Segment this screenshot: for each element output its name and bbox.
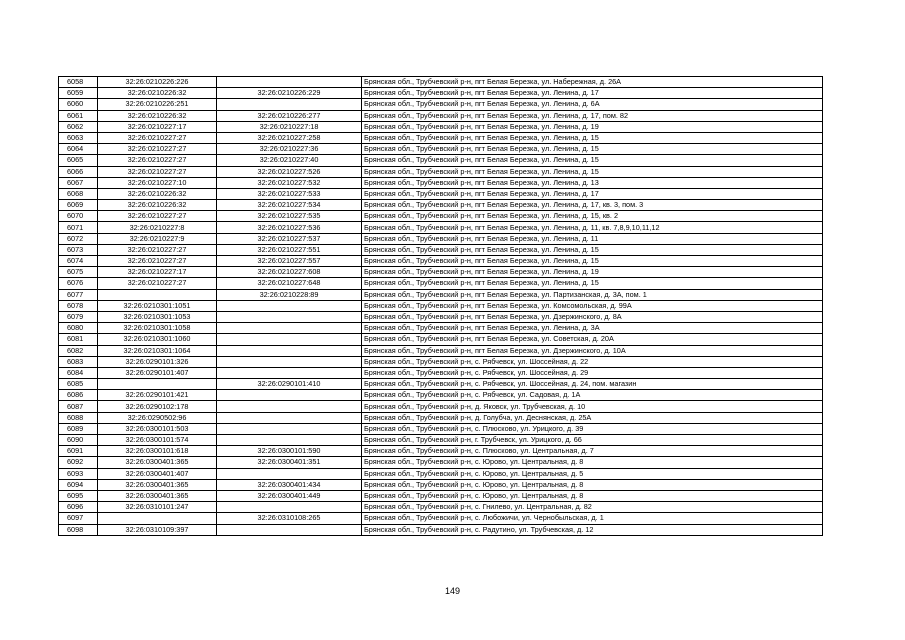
table-row (59, 513, 823, 524)
row-number-cell: 6093 (59, 468, 98, 479)
linked-cadastral-number-cell (217, 99, 362, 110)
row-number-cell: 6074 (59, 256, 98, 267)
row-number-cell: 6064 (59, 144, 98, 155)
row-number-cell: 6087 (59, 401, 98, 412)
address-cell: Брянская обл., Трубчевский р-н, с. Юрово, ул. Центральная, д. 8 (362, 490, 823, 501)
address-cell: Брянская обл., Трубчевский р-н, пгт Белая Березка, ул. Ленина, д. 19 (362, 267, 823, 278)
address-cell: Брянская обл., Трубчевский р-н, пгт Белая Березка, ул. Ленина, д. 15, кв. 2 (362, 211, 823, 222)
page-number: 149 (444, 586, 461, 596)
cadastral-number-cell: 32:26:0210227:9 (98, 233, 217, 244)
address-cell: Брянская обл., Трубчевский р-н, пгт Белая Березка, ул. Советская, д. 20А (362, 334, 823, 345)
cadastral-number-cell: 32:26:0310109:397 (98, 524, 217, 535)
linked-cadastral-number-cell (217, 311, 362, 322)
linked-cadastral-number-cell: 32:26:0290101:410 (217, 379, 362, 390)
linked-cadastral-number-cell (217, 334, 362, 345)
table-row (59, 468, 823, 479)
address-cell: Брянская обл., Трубчевский р-н, с. Радутино, ул. Трубчевская, д. 12 (362, 524, 823, 535)
cadastral-number-cell: 32:26:0300401:407 (98, 468, 217, 479)
table-row (59, 423, 823, 434)
row-number-cell: 6075 (59, 267, 98, 278)
table-row (59, 188, 823, 199)
cadastral-number-cell (98, 513, 217, 524)
address-cell: Брянская обл., Трубчевский р-н, пгт Белая Березка, ул. Ленина, д. 3А (362, 323, 823, 334)
table-row (59, 345, 823, 356)
table-row (59, 323, 823, 334)
row-number-cell: 6078 (59, 300, 98, 311)
table-row (59, 502, 823, 513)
address-cell: Брянская обл., Трубчевский р-н, пгт Белая Березка, ул. Ленина, д. 17, кв. 3, пом. 3 (362, 200, 823, 211)
linked-cadastral-number-cell (217, 423, 362, 434)
row-number-cell: 6070 (59, 211, 98, 222)
row-number-cell: 6097 (59, 513, 98, 524)
cadastral-number-cell: 32:26:0210227:17 (98, 267, 217, 278)
address-cell: Брянская обл., Трубчевский р-н, пгт Белая Березка, ул. Набережная, д. 26А (362, 77, 823, 88)
table-row (59, 278, 823, 289)
cadastral-number-cell: 32:26:0210301:1053 (98, 311, 217, 322)
table-row (59, 256, 823, 267)
linked-cadastral-number-cell: 32:26:0210227:608 (217, 267, 362, 278)
linked-cadastral-number-cell (217, 390, 362, 401)
table-row (59, 479, 823, 490)
linked-cadastral-number-cell: 32:26:0210227:537 (217, 233, 362, 244)
linked-cadastral-number-cell (217, 502, 362, 513)
address-cell: Брянская обл., Трубчевский р-н, с. Рябчевск, ул. Садовая, д. 1А (362, 390, 823, 401)
linked-cadastral-number-cell: 32:26:0210227:536 (217, 222, 362, 233)
table-row (59, 490, 823, 501)
row-number-cell: 6092 (59, 457, 98, 468)
row-number-cell: 6089 (59, 423, 98, 434)
table-row (59, 390, 823, 401)
cadastral-number-cell: 32:26:0290101:326 (98, 356, 217, 367)
table-row (59, 233, 823, 244)
address-cell: Брянская обл., Трубчевский р-н, пгт Белая Березка, ул. Партизанская, д. 3А, пом. 1 (362, 289, 823, 300)
table-row (59, 334, 823, 345)
table-row (59, 379, 823, 390)
cadastral-table-body (59, 77, 823, 536)
address-cell: Брянская обл., Трубчевский р-н, д. Голубча, ул. Деснянская, д. 25А (362, 412, 823, 423)
address-cell: Брянская обл., Трубчевский р-н, пгт Белая Березка, ул. Ленина, д. 11 (362, 233, 823, 244)
row-number-cell: 6091 (59, 446, 98, 457)
cadastral-number-cell: 32:26:0210227:27 (98, 166, 217, 177)
cadastral-number-cell: 32:26:0210227:27 (98, 211, 217, 222)
address-cell: Брянская обл., Трубчевский р-н, пгт Белая Березка, ул. Ленина, д. 15 (362, 144, 823, 155)
row-number-cell: 6062 (59, 121, 98, 132)
cadastral-number-cell: 32:26:0300401:365 (98, 457, 217, 468)
cadastral-number-cell: 32:26:0210227:27 (98, 144, 217, 155)
row-number-cell: 6061 (59, 110, 98, 121)
cadastral-number-cell: 32:26:0210226:32 (98, 88, 217, 99)
row-number-cell: 6094 (59, 479, 98, 490)
address-cell: Брянская обл., Трубчевский р-н, пгт Белая Березка, ул. Ленина, д. 19 (362, 121, 823, 132)
cadastral-number-cell: 32:26:0300101:618 (98, 446, 217, 457)
cadastral-number-cell: 32:26:0310101:247 (98, 502, 217, 513)
linked-cadastral-number-cell (217, 345, 362, 356)
linked-cadastral-number-cell: 32:26:0300101:590 (217, 446, 362, 457)
linked-cadastral-number-cell: 32:26:0210226:277 (217, 110, 362, 121)
address-cell: Брянская обл., Трубчевский р-н, пгт Белая Березка, ул. Ленина, д. 17, пом. 82 (362, 110, 823, 121)
cadastral-number-cell: 32:26:0210227:10 (98, 177, 217, 188)
address-cell: Брянская обл., Трубчевский р-н, с. Плюсково, ул. Центральная, д. 7 (362, 446, 823, 457)
address-cell: Брянская обл., Трубчевский р-н, г. Трубчевск, ул. Урицкого, д. 66 (362, 435, 823, 446)
address-cell: Брянская обл., Трубчевский р-н, пгт Белая Березка, ул. Ленина, д. 15 (362, 278, 823, 289)
address-cell: Брянская обл., Трубчевский р-н, пгт Белая Березка, ул. Ленина, д. 11, кв. 7,8,9,10,11,12 (362, 222, 823, 233)
table-row (59, 524, 823, 535)
linked-cadastral-number-cell (217, 401, 362, 412)
address-cell: Брянская обл., Трубчевский р-н, пгт Белая Березка, ул. Ленина, д. 15 (362, 155, 823, 166)
address-cell: Брянская обл., Трубчевский р-н, пгт Белая Березка, ул. Ленина, д. 15 (362, 166, 823, 177)
cadastral-number-cell: 32:26:0210226:32 (98, 200, 217, 211)
row-number-cell: 6088 (59, 412, 98, 423)
linked-cadastral-number-cell: 32:26:0210227:40 (217, 155, 362, 166)
cadastral-number-cell: 32:26:0210227:27 (98, 244, 217, 255)
table-row (59, 267, 823, 278)
row-number-cell: 6077 (59, 289, 98, 300)
linked-cadastral-number-cell (217, 468, 362, 479)
cadastral-number-cell: 32:26:0210301:1064 (98, 345, 217, 356)
linked-cadastral-number-cell: 32:26:0210227:551 (217, 244, 362, 255)
row-number-cell: 6082 (59, 345, 98, 356)
table-row (59, 99, 823, 110)
address-cell: Брянская обл., Трубчевский р-н, с. Любожичи, ул. Чернобыльская, д. 1 (362, 513, 823, 524)
cadastral-table (58, 76, 823, 536)
cadastral-number-cell: 32:26:0300101:503 (98, 423, 217, 434)
table-row (59, 177, 823, 188)
cadastral-number-cell (98, 379, 217, 390)
row-number-cell: 6066 (59, 166, 98, 177)
cadastral-number-cell: 32:26:0210227:27 (98, 132, 217, 143)
cadastral-number-cell: 32:26:0290101:407 (98, 367, 217, 378)
address-cell: Брянская обл., Трубчевский р-н, пгт Белая Березка, ул. Ленина, д. 15 (362, 256, 823, 267)
row-number-cell: 6079 (59, 311, 98, 322)
table-row (59, 435, 823, 446)
row-number-cell: 6090 (59, 435, 98, 446)
row-number-cell: 6084 (59, 367, 98, 378)
table-row (59, 446, 823, 457)
linked-cadastral-number-cell (217, 435, 362, 446)
cadastral-number-cell: 32:26:0210227:27 (98, 155, 217, 166)
cadastral-number-cell: 32:26:0290101:421 (98, 390, 217, 401)
row-number-cell: 6085 (59, 379, 98, 390)
linked-cadastral-number-cell: 32:26:0300401:434 (217, 479, 362, 490)
table-row (59, 110, 823, 121)
linked-cadastral-number-cell: 32:26:0210227:557 (217, 256, 362, 267)
cadastral-number-cell: 32:26:0210226:251 (98, 99, 217, 110)
row-number-cell: 6059 (59, 88, 98, 99)
table-row (59, 132, 823, 143)
cadastral-number-cell: 32:26:0300401:365 (98, 479, 217, 490)
row-number-cell: 6073 (59, 244, 98, 255)
table-row (59, 121, 823, 132)
table-row (59, 457, 823, 468)
address-cell: Брянская обл., Трубчевский р-н, пгт Белая Березка, ул. Комсомольская, д. 99А (362, 300, 823, 311)
table-row (59, 311, 823, 322)
address-cell: Брянская обл., Трубчевский р-н, с. Юрово, ул. Центральная, д. 5 (362, 468, 823, 479)
address-cell: Брянская обл., Трубчевский р-н, пгт Белая Березка, ул. Ленина, д. 6А (362, 99, 823, 110)
cadastral-number-cell: 32:26:0210226:32 (98, 110, 217, 121)
cadastral-number-cell: 32:26:0300401:365 (98, 490, 217, 501)
linked-cadastral-number-cell: 32:26:0210228:89 (217, 289, 362, 300)
row-number-cell: 6095 (59, 490, 98, 501)
address-cell: Брянская обл., Трубчевский р-н, пгт Белая Березка, ул. Ленина, д. 17 (362, 188, 823, 199)
row-number-cell: 6086 (59, 390, 98, 401)
linked-cadastral-number-cell: 32:26:0210227:36 (217, 144, 362, 155)
address-cell: Брянская обл., Трубчевский р-н, пгт Белая Березка, ул. Ленина, д. 15 (362, 244, 823, 255)
cadastral-number-cell: 32:26:0290502:96 (98, 412, 217, 423)
row-number-cell: 6083 (59, 356, 98, 367)
linked-cadastral-number-cell (217, 300, 362, 311)
table-row (59, 401, 823, 412)
address-cell: Брянская обл., Трубчевский р-н, пгт Белая Березка, ул. Дзержинского, д. 8А (362, 311, 823, 322)
address-cell: Брянская обл., Трубчевский р-н, с. Плюсково, ул. Урицкого, д. 39 (362, 423, 823, 434)
address-cell: Брянская обл., Трубчевский р-н, с. Юрово, ул. Центральная, д. 8 (362, 457, 823, 468)
table-row (59, 77, 823, 88)
linked-cadastral-number-cell: 32:26:0300401:351 (217, 457, 362, 468)
linked-cadastral-number-cell (217, 524, 362, 535)
cadastral-number-cell: 32:26:0210227:27 (98, 278, 217, 289)
address-cell: Брянская обл., Трубчевский р-н, с. Гнилево, ул. Центральная, д. 82 (362, 502, 823, 513)
linked-cadastral-number-cell: 32:26:0210227:535 (217, 211, 362, 222)
cadastral-number-cell: 32:26:0210227:17 (98, 121, 217, 132)
linked-cadastral-number-cell (217, 412, 362, 423)
cadastral-number-cell: 32:26:0210301:1051 (98, 300, 217, 311)
row-number-cell: 6096 (59, 502, 98, 513)
row-number-cell: 6063 (59, 132, 98, 143)
address-cell: Брянская обл., Трубчевский р-н, пгт Белая Березка, ул. Ленина, д. 17 (362, 88, 823, 99)
cadastral-number-cell: 32:26:0210226:32 (98, 188, 217, 199)
address-cell: Брянская обл., Трубчевский р-н, с. Рябчевск, ул. Шоссейная, д. 29 (362, 367, 823, 378)
table-row (59, 300, 823, 311)
table-row (59, 289, 823, 300)
row-number-cell: 6080 (59, 323, 98, 334)
linked-cadastral-number-cell (217, 356, 362, 367)
row-number-cell: 6069 (59, 200, 98, 211)
cadastral-number-cell: 32:26:0210301:1060 (98, 334, 217, 345)
linked-cadastral-number-cell: 32:26:0210227:648 (217, 278, 362, 289)
table-row (59, 222, 823, 233)
row-number-cell: 6067 (59, 177, 98, 188)
cadastral-number-cell: 32:26:0210301:1058 (98, 323, 217, 334)
linked-cadastral-number-cell: 32:26:0210227:532 (217, 177, 362, 188)
linked-cadastral-number-cell: 32:26:0210227:534 (217, 200, 362, 211)
cadastral-number-cell: 32:26:0210227:8 (98, 222, 217, 233)
cadastral-number-cell: 32:26:0210227:27 (98, 256, 217, 267)
linked-cadastral-number-cell: 32:26:0210227:526 (217, 166, 362, 177)
table-row (59, 244, 823, 255)
row-number-cell: 6068 (59, 188, 98, 199)
cadastral-number-cell: 32:26:0290102:178 (98, 401, 217, 412)
linked-cadastral-number-cell (217, 77, 362, 88)
table-row (59, 155, 823, 166)
table-row (59, 166, 823, 177)
row-number-cell: 6058 (59, 77, 98, 88)
address-cell: Брянская обл., Трубчевский р-н, с. Рябчевск, ул. Шоссейная, д. 22 (362, 356, 823, 367)
row-number-cell: 6076 (59, 278, 98, 289)
table-row (59, 356, 823, 367)
address-cell: Брянская обл., Трубчевский р-н, д. Яковск, ул. Трубчевская, д. 10 (362, 401, 823, 412)
row-number-cell: 6071 (59, 222, 98, 233)
linked-cadastral-number-cell (217, 323, 362, 334)
linked-cadastral-number-cell (217, 367, 362, 378)
table-row (59, 88, 823, 99)
address-cell: Брянская обл., Трубчевский р-н, пгт Белая Березка, ул. Ленина, д. 15 (362, 132, 823, 143)
cadastral-number-cell: 32:26:0300101:574 (98, 435, 217, 446)
linked-cadastral-number-cell: 32:26:0300401:449 (217, 490, 362, 501)
row-number-cell: 6081 (59, 334, 98, 345)
table-row (59, 412, 823, 423)
address-cell: Брянская обл., Трубчевский р-н, пгт Белая Березка, ул. Дзержинского, д. 10А (362, 345, 823, 356)
cadastral-number-cell (98, 289, 217, 300)
row-number-cell: 6060 (59, 99, 98, 110)
linked-cadastral-number-cell: 32:26:0310108:265 (217, 513, 362, 524)
linked-cadastral-number-cell: 32:26:0210227:18 (217, 121, 362, 132)
row-number-cell: 6072 (59, 233, 98, 244)
linked-cadastral-number-cell: 32:26:0210227:258 (217, 132, 362, 143)
table-row (59, 211, 823, 222)
linked-cadastral-number-cell: 32:26:0210227:533 (217, 188, 362, 199)
table-row (59, 200, 823, 211)
linked-cadastral-number-cell: 32:26:0210226:229 (217, 88, 362, 99)
row-number-cell: 6098 (59, 524, 98, 535)
table-row (59, 144, 823, 155)
address-cell: Брянская обл., Трубчевский р-н, с. Юрово, ул. Центральная, д. 8 (362, 479, 823, 490)
address-cell: Брянская обл., Трубчевский р-н, с. Рябчевск, ул. Шоссейная, д. 24, пом. магазин (362, 379, 823, 390)
table-row (59, 367, 823, 378)
row-number-cell: 6065 (59, 155, 98, 166)
address-cell: Брянская обл., Трубчевский р-н, пгт Белая Березка, ул. Ленина, д. 13 (362, 177, 823, 188)
cadastral-number-cell: 32:26:0210226:226 (98, 77, 217, 88)
